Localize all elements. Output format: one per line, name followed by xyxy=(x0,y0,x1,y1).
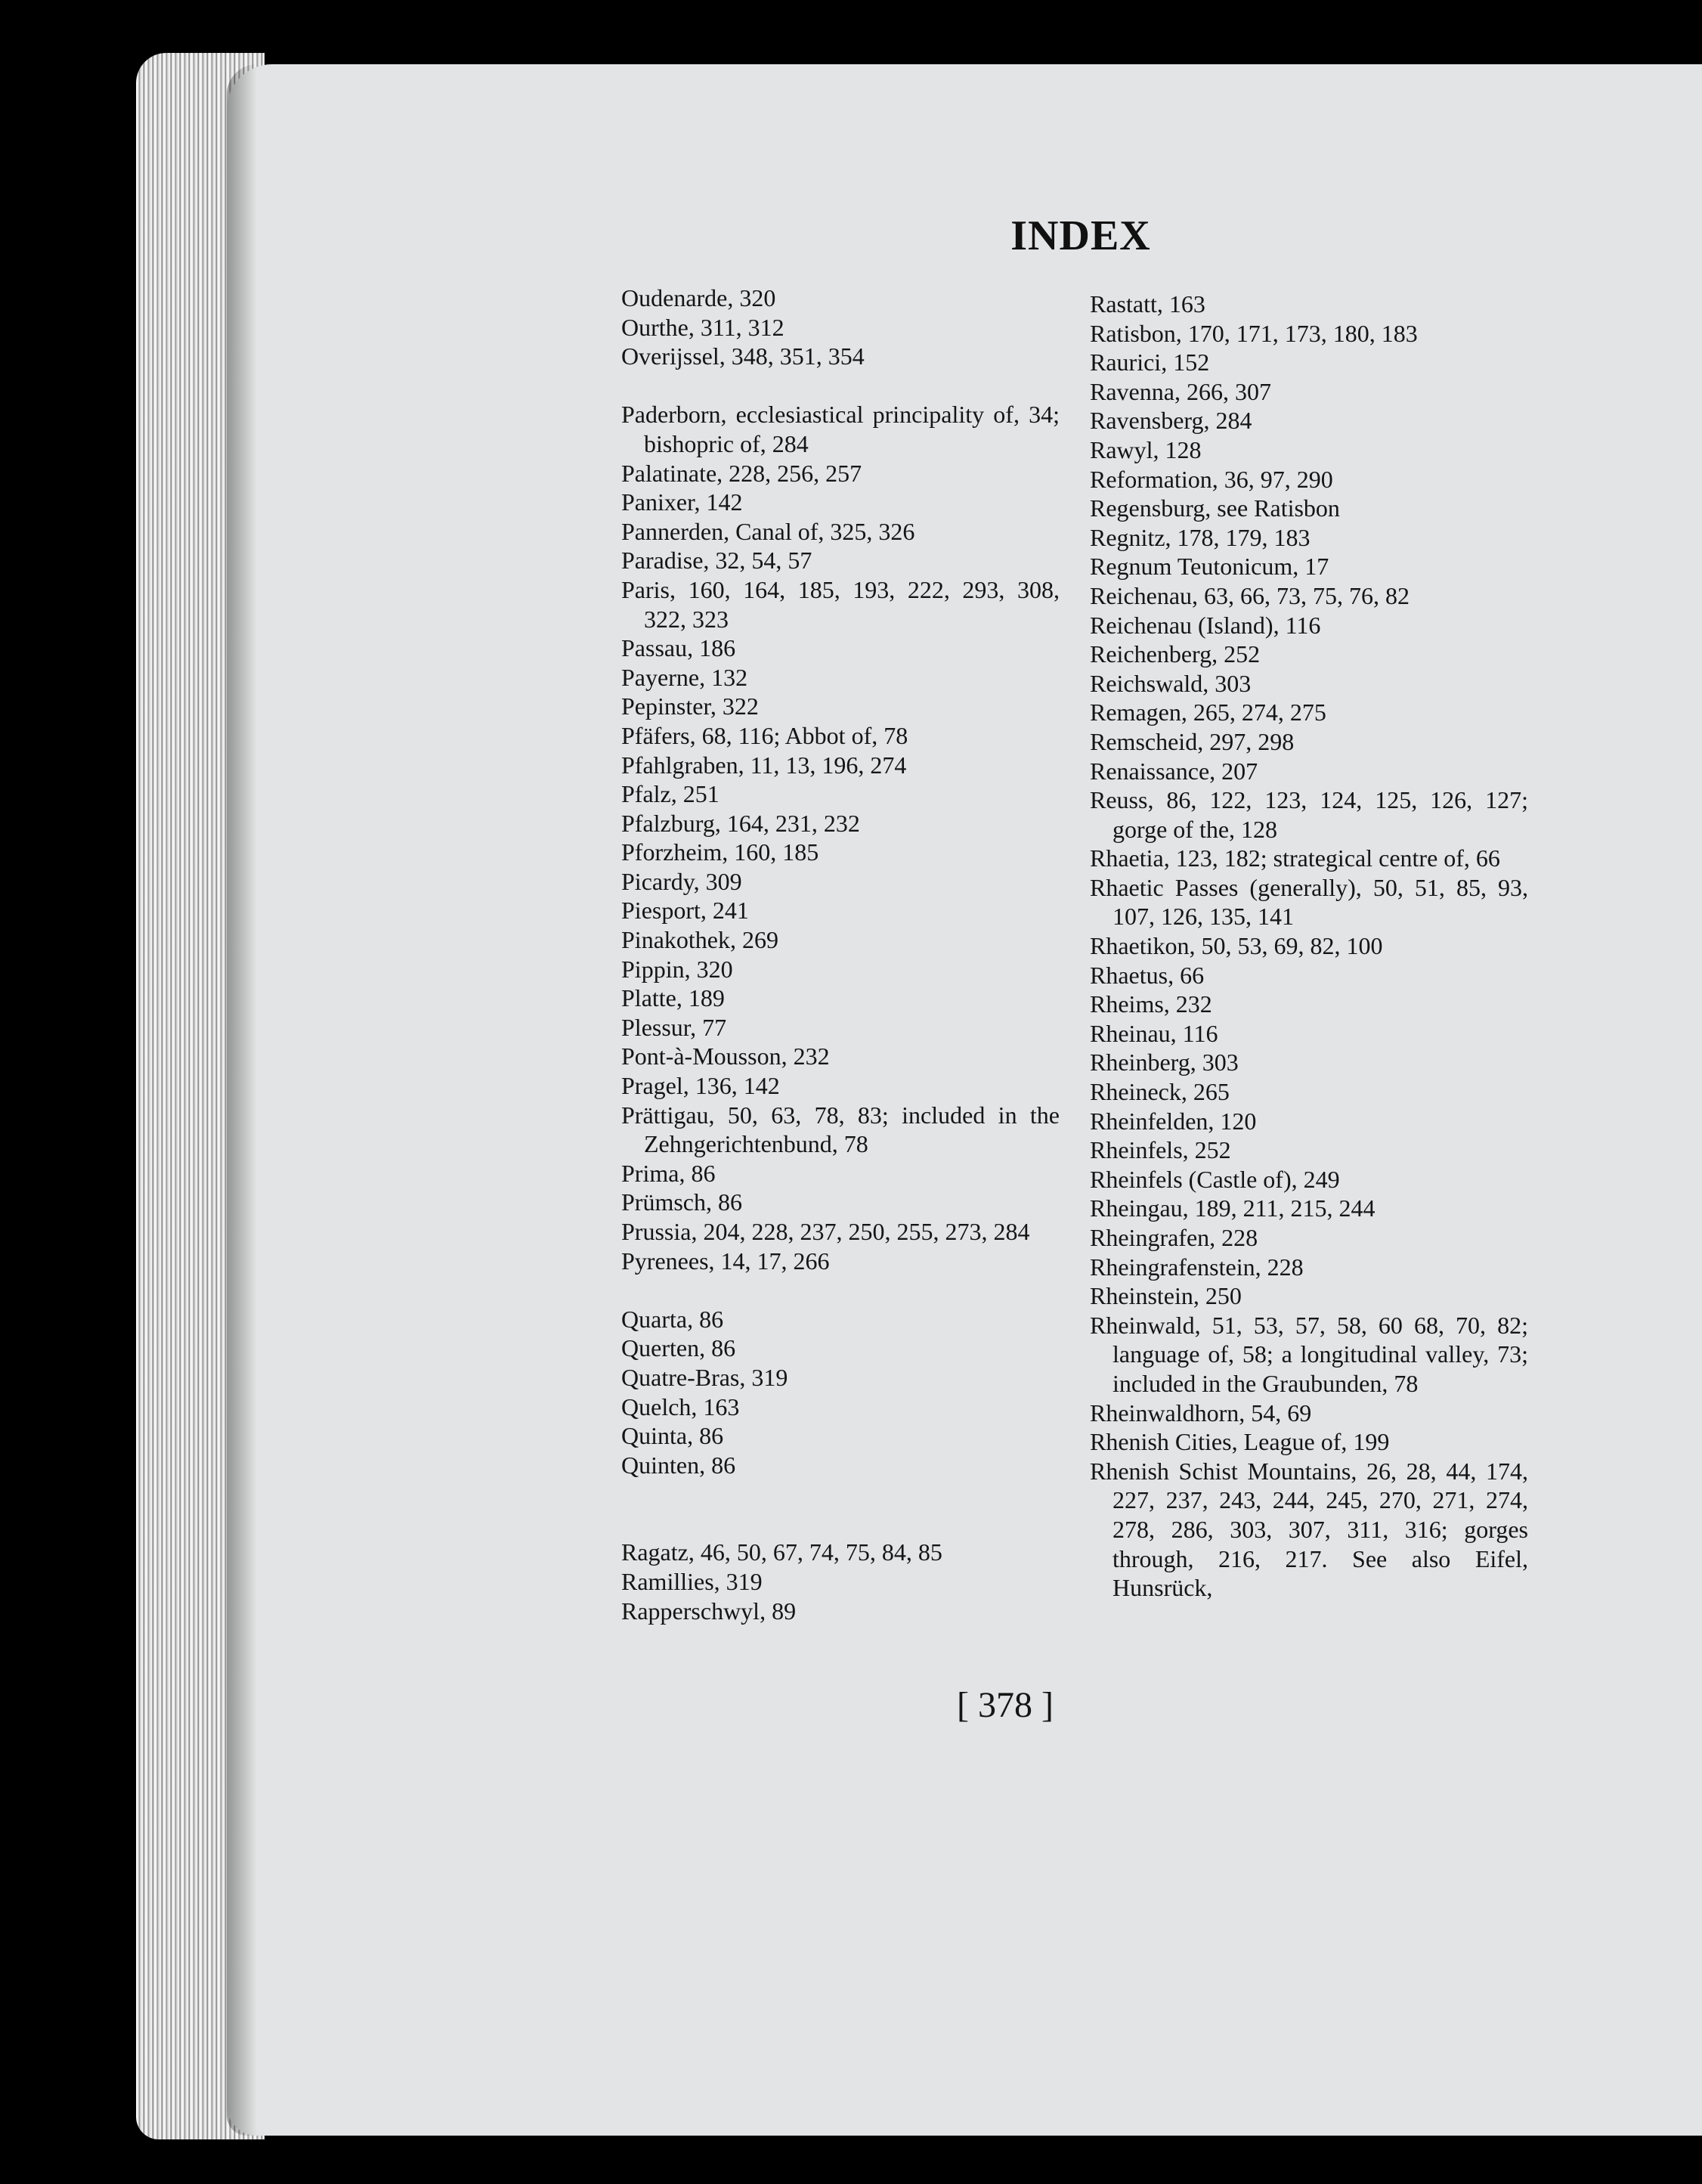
index-entry: Rhaetic Passes (generally), 50, 51, 85, 93, 107, 126, 135, 141 xyxy=(1090,873,1528,931)
index-entry: Rawyl, 128 xyxy=(1090,435,1202,463)
index-entry: Remscheid, 297, 298 xyxy=(1090,727,1295,755)
index-entry: Rheinfelden, 120 xyxy=(1090,1107,1257,1135)
index-entry: Rheinau, 116 xyxy=(1090,1019,1218,1047)
index-entry: Rheinberg, 303 xyxy=(1090,1049,1239,1077)
index-entry: Palatinate, 228, 256, 257 xyxy=(621,459,862,487)
index-entry: Regnum Teutonicum, 17 xyxy=(1090,553,1329,581)
index-entry: Ragatz, 46, 50, 67, 74, 75, 84, 85 xyxy=(621,1538,942,1566)
index-entry: Quatre-Bras, 319 xyxy=(621,1363,788,1391)
index-entry: Rheingrafen, 228 xyxy=(1090,1224,1258,1251)
index-entry: Rapperschwyl, 89 xyxy=(621,1597,797,1625)
index-entry: Plessur, 77 xyxy=(621,1013,727,1041)
index-entry: Rheinstein, 250 xyxy=(1090,1282,1242,1310)
index-entry: Rheinfels (Castle of), 249 xyxy=(1090,1165,1340,1193)
index-entry: Prussia, 204, 228, 237, 250, 255, 273, 284 xyxy=(621,1218,1030,1245)
index-entry: Prümsch, 86 xyxy=(621,1188,742,1216)
letter-group-gap xyxy=(621,1479,1060,1538)
page-number: [ 378 ] xyxy=(957,1685,1054,1725)
index-entry: Rhaetikon, 50, 53, 69, 82, 100 xyxy=(1090,932,1383,960)
index-entry: Rhenish Schist Mountains, 26, 28, 44, 174, 227, 237, 243, 244, 245, 270, 271, 274, 278, 286, 303, 307, 311, 316; gorges through, 216, 217. See also Eifel, Hunsrück, xyxy=(1090,1457,1528,1602)
index-entry: Ramillies, 319 xyxy=(621,1567,763,1595)
index-entry: Reichenau (Island), 116 xyxy=(1090,611,1321,639)
index-entry: Quinten, 86 xyxy=(621,1451,736,1479)
index-entry: Prättigau, 50, 63, 78, 83; included in the Zehngerichtenbund, 78 xyxy=(621,1101,1060,1158)
index-entry: Panixer, 142 xyxy=(621,488,743,516)
index-entry: Pfahlgraben, 11, 13, 196, 274 xyxy=(621,751,907,779)
index-entry: Prima, 86 xyxy=(621,1159,716,1187)
index-entry: Ourthe, 311, 312 xyxy=(621,313,784,341)
index-entry: Paderborn, ecclesiastical principality of, 34; bishopric of, 284 xyxy=(621,401,1060,457)
index-entry: Renaissance, 207 xyxy=(1090,757,1258,785)
index-entry: Pforzheim, 160, 185 xyxy=(621,838,819,866)
index-entry: Rheingau, 189, 211, 215, 244 xyxy=(1090,1194,1376,1222)
index-entry: Quarta, 86 xyxy=(621,1305,724,1333)
index-entry: Pannerden, Canal of, 325, 326 xyxy=(621,517,915,545)
index-entry: Piesport, 241 xyxy=(621,897,749,925)
index-entry: Rheinwald, 51, 53, 57, 58, 60 68, 70, 82; language of, 58; a longitudinal valley, 73; included in the Graubunden, 78 xyxy=(1090,1311,1528,1397)
index-entry: Pragel, 136, 142 xyxy=(621,1072,780,1100)
spine-shadow xyxy=(227,64,257,2136)
letter-group-gap xyxy=(621,371,1060,401)
index-entry: Reuss, 86, 122, 123, 124, 125, 126, 127; gorge of the, 128 xyxy=(1090,786,1528,843)
index-entry: Quelch, 163 xyxy=(621,1392,740,1420)
index-entry: Pfalzburg, 164, 231, 232 xyxy=(621,809,860,837)
index-entry: Remagen, 265, 274, 275 xyxy=(1090,699,1326,726)
index-entry: Pyrenees, 14, 17, 266 xyxy=(621,1247,830,1275)
index-entry: Rastatt, 163 xyxy=(1090,290,1205,318)
index-entry: Paris, 160, 164, 185, 193, 222, 293, 308, 322, 323 xyxy=(621,575,1060,633)
index-entry: Ratisbon, 170, 171, 173, 180, 183 xyxy=(1090,319,1418,347)
index-entry: Pippin, 320 xyxy=(621,955,733,983)
index-entry: Passau, 186 xyxy=(621,634,736,662)
page-title: INDEX xyxy=(1010,212,1151,259)
letter-group-gap xyxy=(621,1275,1060,1305)
index-entry: Rhaetia, 123, 182; strategical centre of, 66 xyxy=(1090,844,1500,872)
index-entry: Pfäfers, 68, 116; Abbot of, 78 xyxy=(621,721,908,749)
index-entry: Pont-à-Mousson, 232 xyxy=(621,1042,830,1070)
index-entry: Rhenish Cities, League of, 199 xyxy=(1090,1428,1390,1456)
index-entry: Rheinfels, 252 xyxy=(1090,1136,1231,1164)
index-entry: Reichenau, 63, 66, 73, 75, 76, 82 xyxy=(1090,581,1410,609)
index-entry: Paradise, 32, 54, 57 xyxy=(621,547,812,575)
index-entry: Rheinwaldhorn, 54, 69 xyxy=(1090,1399,1312,1427)
index-entry: Pepinster, 322 xyxy=(621,692,759,720)
index-column-left xyxy=(621,283,1060,1625)
index-entry: Payerne, 132 xyxy=(621,663,748,691)
index-entry: Pinakothek, 269 xyxy=(621,926,778,954)
index-entry: Regnitz, 178, 179, 183 xyxy=(1090,523,1311,551)
index-entry: Platte, 189 xyxy=(621,984,725,1012)
index-entry: Pfalz, 251 xyxy=(621,780,719,808)
index-entry: Raurici, 152 xyxy=(1090,349,1210,376)
index-entry: Oudenarde, 320 xyxy=(621,284,776,311)
index-entry: Rheineck, 265 xyxy=(1090,1078,1230,1106)
index-entry: Regensburg, see Ratisbon xyxy=(1090,494,1340,522)
index-entry: Reichenberg, 252 xyxy=(1090,640,1261,668)
index-entry: Rheims, 232 xyxy=(1090,990,1212,1018)
index-entry: Ravenna, 266, 307 xyxy=(1090,377,1271,405)
index-entry: Reformation, 36, 97, 290 xyxy=(1090,465,1333,493)
index-column-right xyxy=(1090,290,1528,1603)
index-entry: Ravensberg, 284 xyxy=(1090,407,1252,435)
index-entry: Picardy, 309 xyxy=(621,867,742,895)
index-entry: Quinta, 86 xyxy=(621,1422,724,1450)
index-entry: Rheingrafenstein, 228 xyxy=(1090,1253,1304,1281)
index-entry: Reichswald, 303 xyxy=(1090,669,1252,697)
index-entry: Overijssel, 348, 351, 354 xyxy=(621,342,865,370)
index-entry: Querten, 86 xyxy=(621,1334,736,1362)
index-entry: Rhaetus, 66 xyxy=(1090,961,1205,989)
